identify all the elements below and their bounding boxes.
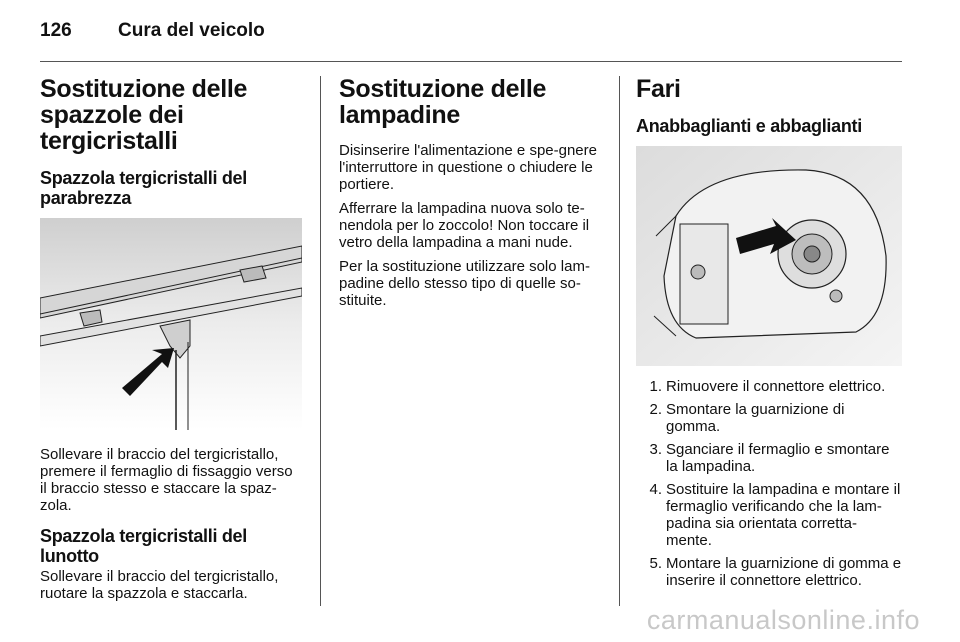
watermark: carmanualsonline.info bbox=[646, 605, 920, 635]
column-divider-2 bbox=[619, 76, 620, 606]
subheading-windscreen: Spazzola tergicristalli del parabrezza bbox=[40, 168, 247, 208]
page-header bbox=[40, 20, 265, 42]
list-item: 3. Sganciare il fermaglio e smontare la lampadina. bbox=[649, 441, 890, 475]
subheading-low-high-beam: Anabbaglianti e abbaglianti bbox=[636, 116, 862, 136]
column-wiper-blades bbox=[40, 76, 302, 609]
list-item: 4. Sostituire la lampadina e montare il fermaglio verificando che la lam-padina sia orientata corretta-mente. bbox=[649, 481, 901, 549]
column-bulb-replacement bbox=[339, 76, 605, 316]
paragraph-rear-window: Sollevare il braccio del tergicristallo, ruotare la spazzola e staccarla. bbox=[40, 568, 279, 602]
list-item: 1. Rimuovere il connettore elettrico. bbox=[649, 378, 886, 395]
list-item: 5. Montare la guarnizione di gomma e inserire il connettore elettrico. bbox=[649, 555, 902, 589]
paragraph-bulbs-2: Afferrare la lampadina nuova solo te-nendola per lo zoccolo! Non toccare il vetro della lampadina a mani nude. bbox=[339, 200, 590, 251]
section-heading-wipers: Sostituzione delle spazzole dei tergicristalli bbox=[40, 75, 248, 155]
paragraph-bulbs-1: Disinserire l'alimentazione e spe-gnere l'interruttore in questione o chiudere le portiere. bbox=[339, 142, 597, 193]
column-divider-1 bbox=[320, 76, 321, 606]
headlight-steps bbox=[636, 378, 902, 589]
column-headlights bbox=[636, 76, 902, 595]
header-rule bbox=[40, 61, 902, 62]
headlight-illustration bbox=[636, 146, 902, 366]
chapter-title: Cura del veicolo bbox=[118, 20, 265, 41]
subheading-rear-window: Spazzola tergicristalli del lunotto bbox=[40, 526, 247, 566]
section-heading-headlights: Fari bbox=[636, 75, 681, 103]
list-item: 2. Smontare la guarnizione di gomma. bbox=[649, 401, 845, 435]
wiper-illustration bbox=[40, 218, 302, 430]
page-number: 126 bbox=[40, 20, 72, 41]
section-heading-bulbs: Sostituzione delle lampadine bbox=[339, 75, 547, 129]
paragraph-bulbs-3: Per la sostituzione utilizzare solo lam-padine dello stesso tipo di quelle so-stituite. bbox=[339, 258, 590, 309]
paragraph-windscreen: Sollevare il braccio del tergicristallo, premere il fermaglio di fissaggio verso il braccio stesso e staccare la spaz-zola. bbox=[40, 446, 293, 514]
